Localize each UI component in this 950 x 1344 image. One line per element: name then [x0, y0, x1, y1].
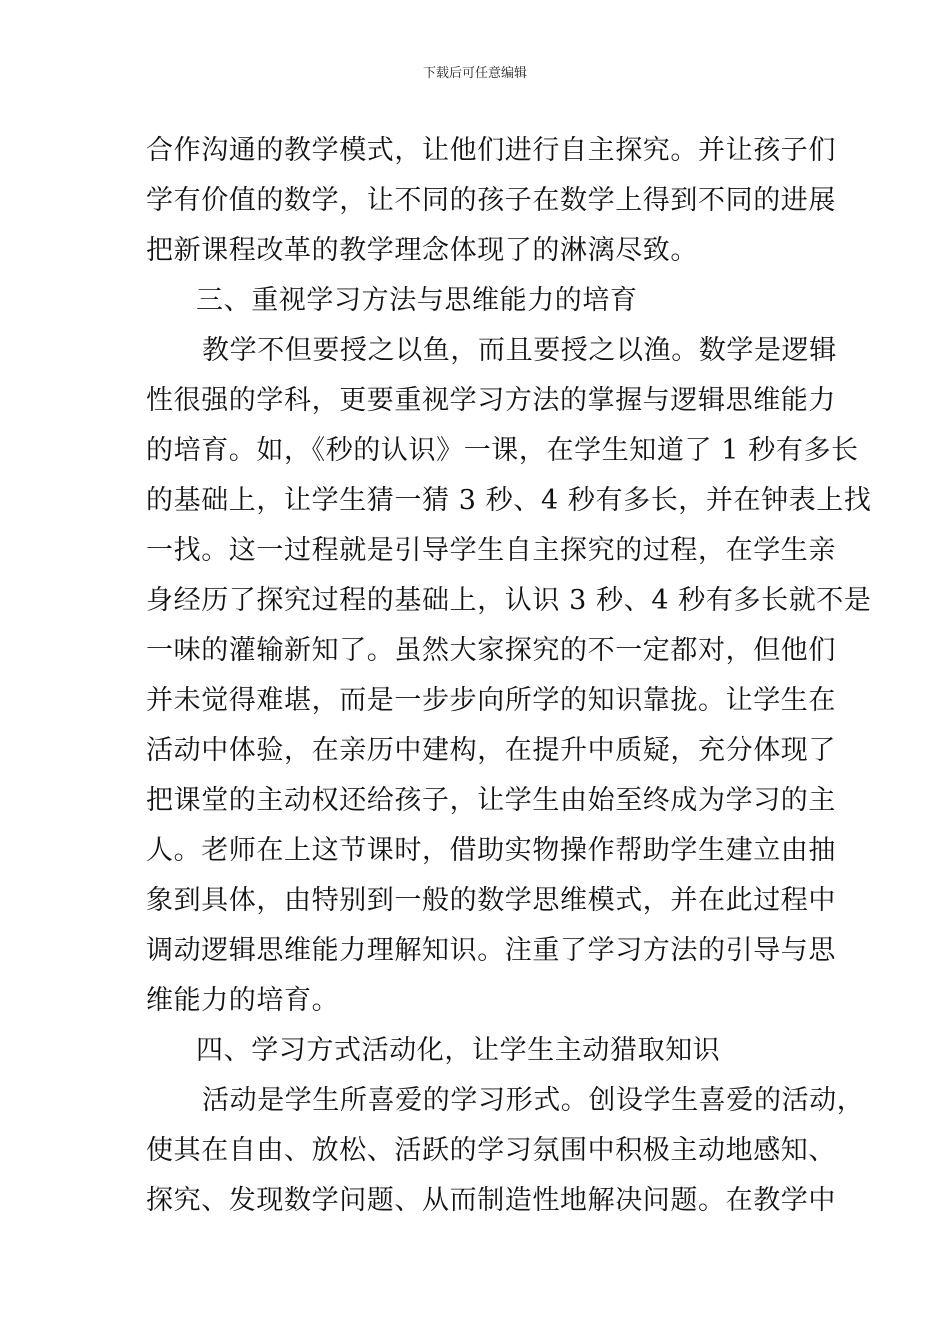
body-line: 使其在自由、放松、活跃的学习氛围中积极主动地感知、: [146, 1135, 836, 1166]
body-line: 并未觉得难堪，而是一步步向所学的知识靠拢。让学生在: [146, 685, 836, 716]
body-line: 探究、发现数学问题、从而制造性地解决问题。在教学中: [146, 1185, 836, 1216]
body-line: 的基础上，让学生猜一猜 3 秒、4 秒有多长，并在钟表上找: [146, 485, 872, 516]
body-line: 身经历了探究过程的基础上，认识 3 秒、4 秒有多长就不是: [146, 585, 872, 616]
section-heading-4: 四、学习方式活动化，让学生主动猎取知识: [196, 1035, 721, 1066]
body-line: 一味的灌输新知了。虽然大家探究的不一定都对，但他们: [146, 635, 836, 666]
body-line: 学有价值的数学，让不同的孩子在数学上得到不同的进展: [146, 185, 836, 216]
body-line: 象到具体，由特别到一般的数学思维模式，并在此过程中: [146, 885, 836, 916]
body-line: 把新课程改革的教学理念体现了的淋漓尽致。: [146, 235, 698, 266]
body-line: 活动中体验，在亲历中建构，在提升中质疑，充分体现了: [146, 735, 836, 766]
body-line: 性很强的学科，更要重视学习方法的掌握与逻辑思维能力: [146, 385, 836, 416]
page-header: 下载后可任意编辑: [422, 66, 527, 81]
body-line: 调动逻辑思维能力理解知识。注重了学习方法的引导与思: [146, 935, 836, 966]
body-line: 把课堂的主动权还给孩子，让学生由始至终成为学习的主: [146, 785, 836, 816]
body-line: 的培育。如，《秒的认识》一课，在学生知道了 1 秒有多长: [146, 435, 859, 466]
paragraph-first-line: 教学不但要授之以鱼，而且要授之以渔。数学是逻辑: [202, 335, 837, 366]
body-line: 维能力的培育。: [146, 985, 340, 1016]
document-body: [146, 126, 872, 1226]
body-line: 一找。这一过程就是引导学生自主探究的过程，在学生亲: [146, 535, 836, 566]
body-line: 合作沟通的教学模式，让他们进行自主探究。并让孩子们: [146, 135, 836, 166]
paragraph-first-line: 活动是学生所喜爱的学习形式。创设学生喜爱的活动，: [202, 1085, 865, 1116]
section-heading-3: 三、重视学习方法与思维能力的培育: [196, 285, 638, 316]
body-line: 人。老师在上这节课时，借助实物操作帮助学生建立由抽: [146, 835, 836, 866]
